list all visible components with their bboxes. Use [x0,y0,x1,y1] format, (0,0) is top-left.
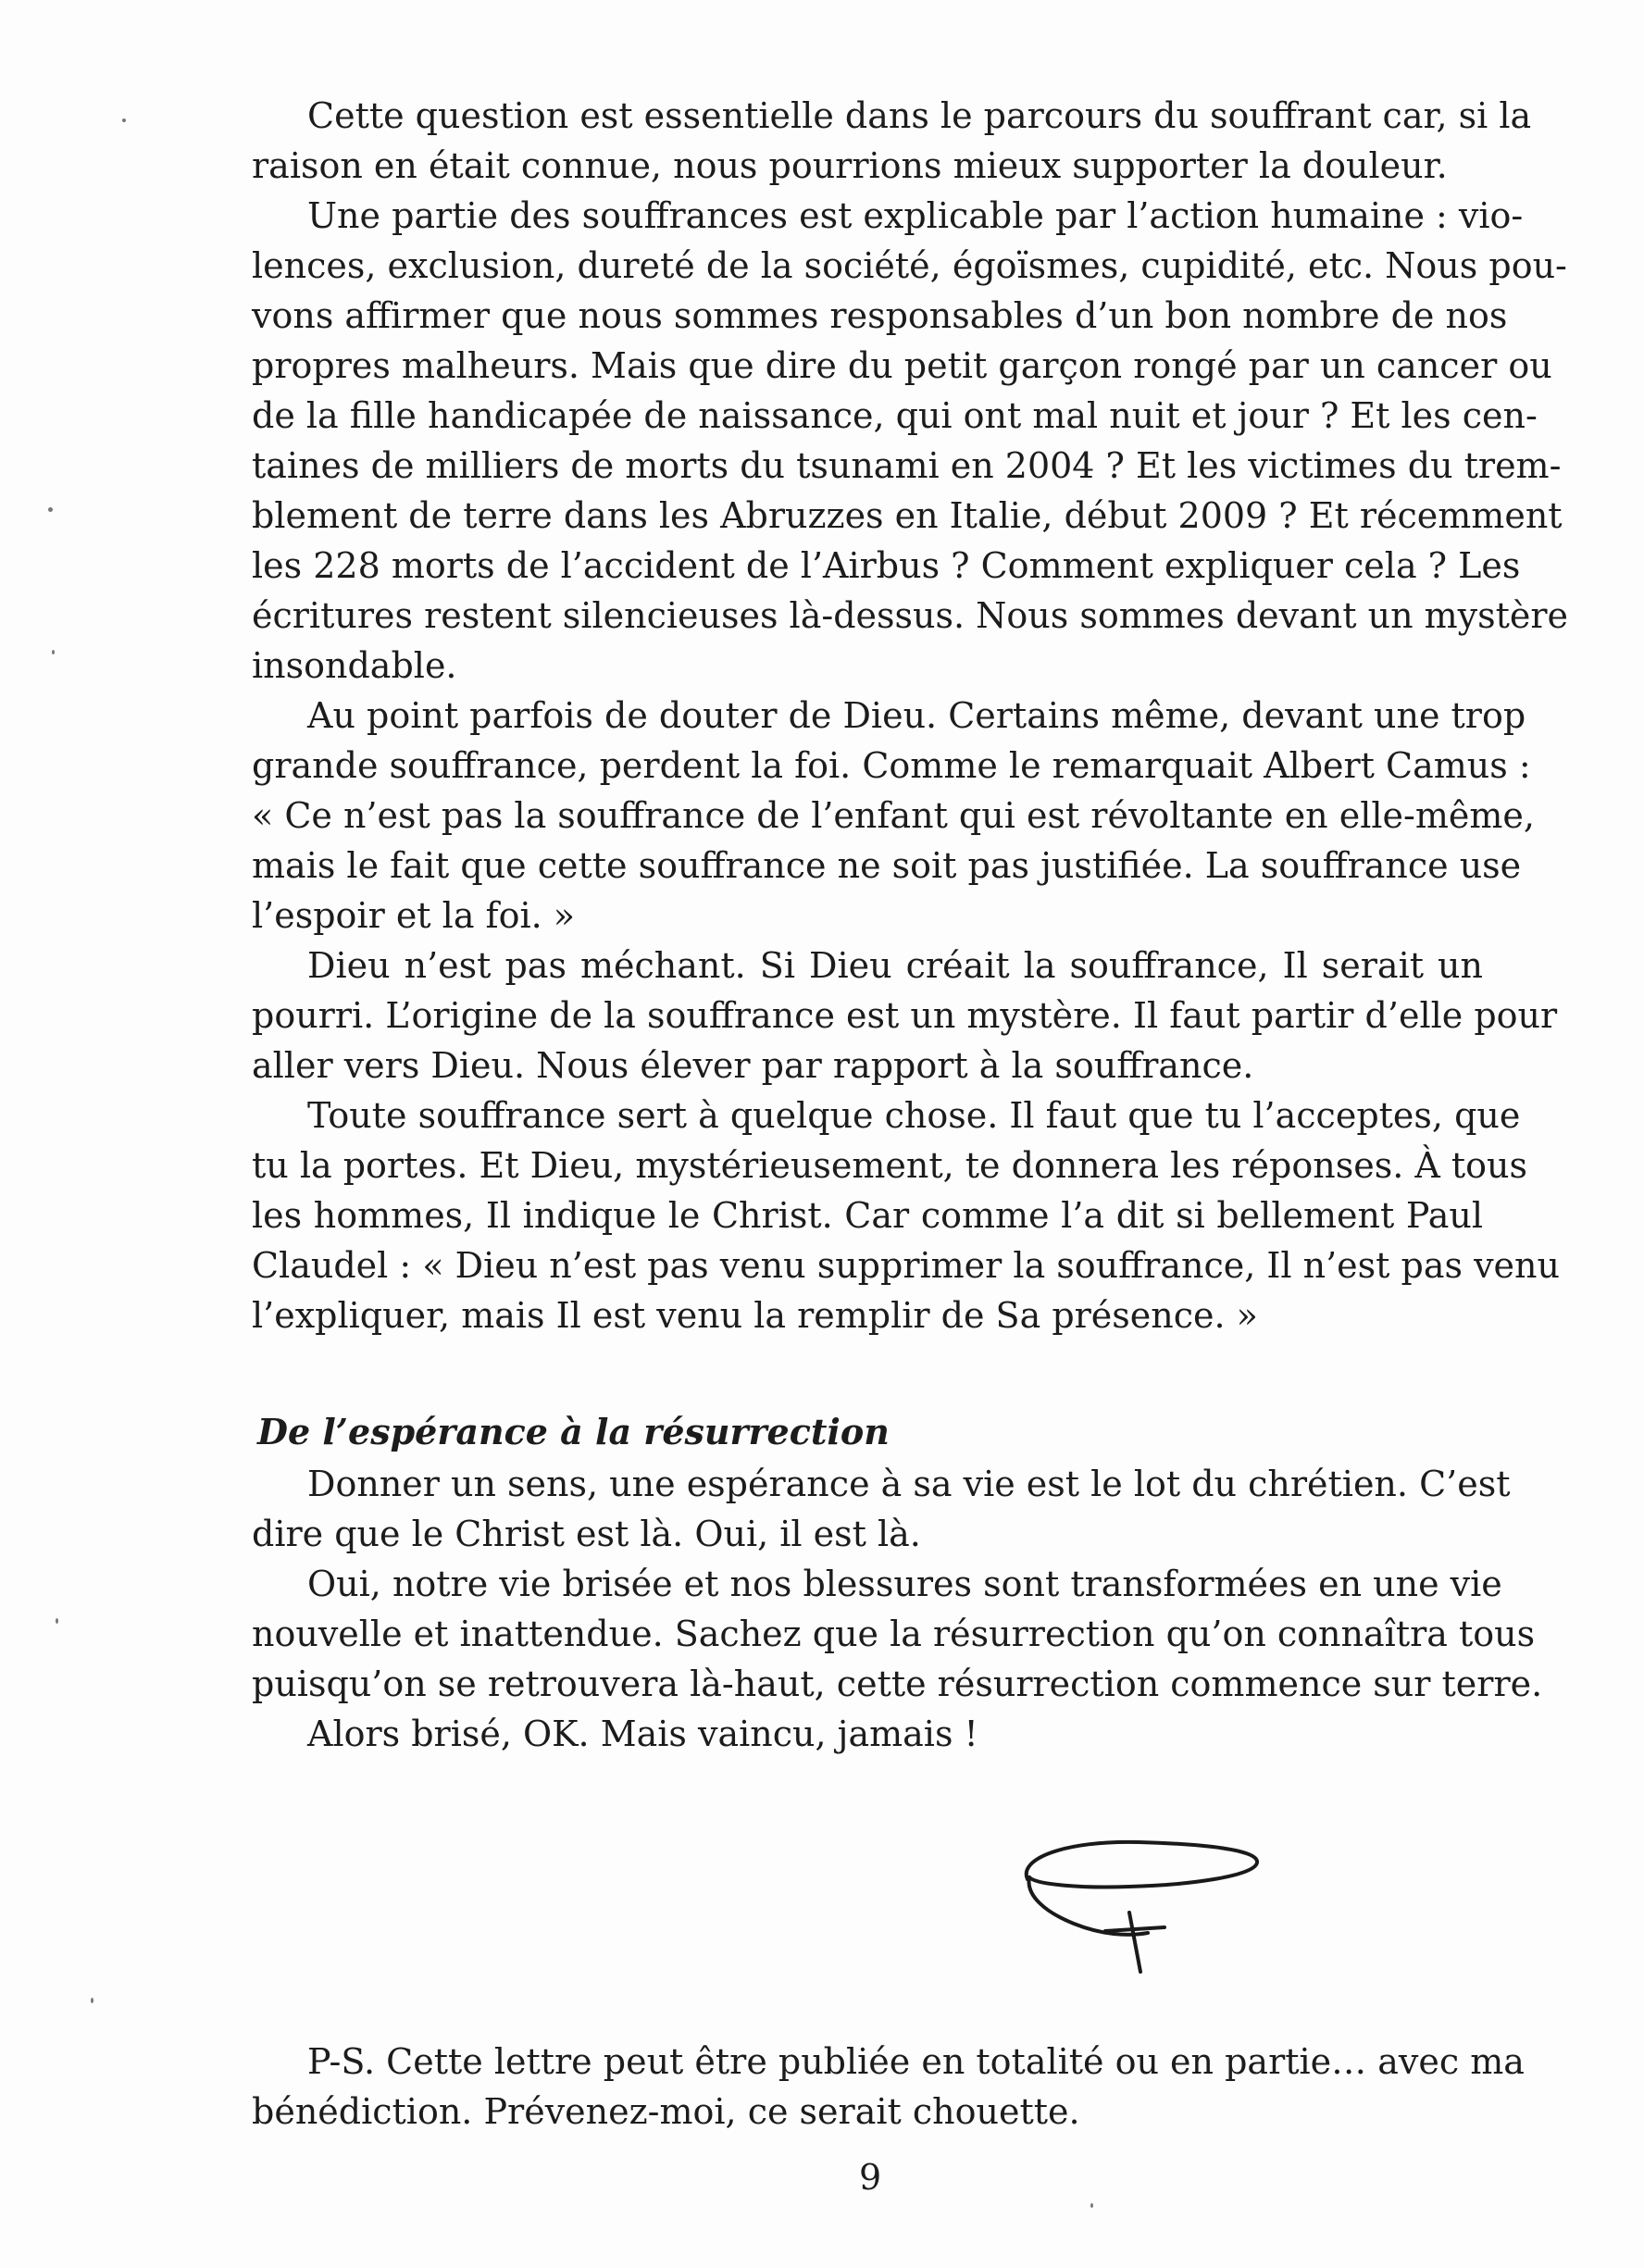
paragraph [252,2037,1525,2137]
paragraph [252,941,1558,1090]
text-line: nouvelle et inattendue. Sachez que la résurrection qu’on connaîtra tous [252,1614,1536,1654]
text-line: mais le fait que cette souffrance ne soit pas justifiée. La souffrance use [252,845,1522,886]
text-line: Dieu n’est pas méchant. Si Dieu créait la souffrance, Il serait un [307,945,1483,986]
text-line: Au point parfois de douter de Dieu. Certains même, devant une trop [307,695,1526,736]
text-line: aller vers Dieu. Nous élever par rapport à la souffrance. [252,1045,1254,1086]
text-line: propres malheurs. Mais que dire du petit garçon rongé par un cancer ou [252,345,1552,386]
text-line: insondable. [252,645,457,686]
text-line: pourri. L’origine de la souffrance est un mystère. Il faut partir d’elle pour [252,995,1558,1036]
text-line: Oui, notre vie brisée et nos blessures sont transformées en une vie [307,1564,1502,1604]
scan-speck [52,650,55,654]
paragraph [252,191,1569,691]
text-line: tu la portes. Et Dieu, mystérieusement, te donnera les réponses. À tous [252,1145,1528,1186]
text-line: écritures restent silencieuses là-dessus. Nous sommes devant un mystère [252,595,1569,636]
signature-icon [1009,1822,1287,1979]
body-text-section [252,1459,1543,1759]
text-line: bénédiction. Prévenez-moi, ce serait chouette. [252,2091,1080,2132]
text-line: vons affirmer que nous sommes responsables d’un bon nombre de nos [252,295,1508,336]
text-line: les 228 morts de l’accident de l’Airbus ? Comment expliquer cela ? Les [252,545,1521,586]
text-line: « Ce n’est pas la souffrance de l’enfant qui est révoltante en elle-même, [252,795,1535,836]
page-number: 9 [859,2157,882,2198]
text-line: Claudel : « Dieu n’est pas venu supprimer la souffrance, Il n’est pas venu [252,1245,1560,1286]
text-line: Donner un sens, une espérance à sa vie est le lot du chrétien. C’est [307,1464,1511,1504]
text-line: Cette question est essentielle dans le parcours du souffrant car, si la [307,95,1532,136]
postscript [252,2037,1525,2137]
scan-speck [122,118,126,122]
paragraph [252,1459,1511,1559]
paragraph [252,1090,1560,1340]
text-line: Une partie des souffrances est explicable par l’action humaine : vio- [307,195,1524,236]
scan-speck [48,507,53,512]
paragraph [252,1559,1543,1709]
body-text-top [252,91,1569,1340]
text-line: raison en était connue, nous pourrions mieux supporter la douleur. [252,145,1448,186]
text-line: P-S. Cette lettre peut être publiée en totalité ou en partie… avec ma [307,2041,1525,2082]
paragraph [252,91,1532,191]
text-line: dire que le Christ est là. Oui, il est là. [252,1514,921,1554]
section-heading: De l’espérance à la résurrection [257,1411,890,1452]
paragraph [252,1709,1483,1759]
text-line: Toute souffrance sert à quelque chose. Il faut que tu l’acceptes, que [307,1095,1521,1136]
scan-speck [56,1618,58,1624]
scan-speck [1090,2203,1093,2208]
text-line: lences, exclusion, dureté de la société, égoïsmes, cupidité, etc. Nous pou- [252,245,1567,286]
text-line: l’espoir et la foi. » [252,895,576,936]
text-line: grande souffrance, perdent la foi. Comme le remarquait Albert Camus : [252,745,1531,786]
paragraph [252,691,1535,941]
text-line: les hommes, Il indique le Christ. Car comme l’a dit si bellement Paul [252,1195,1483,1236]
text-line: de la fille handicapée de naissance, qui ont mal nuit et jour ? Et les cen- [252,395,1538,436]
text-line: taines de milliers de morts du tsunami en 2004 ? Et les victimes du trem- [252,445,1562,486]
text-line: puisqu’on se retrouvera là-haut, cette résurrection commence sur terre. [252,1664,1543,1704]
text-line: Alors brisé, OK. Mais vaincu, jamais ! [307,1713,978,1754]
text-line: blement de terre dans les Abruzzes en Italie, début 2009 ? Et récemment [252,495,1563,536]
scan-speck [91,1998,93,2003]
text-line: l’expliquer, mais Il est venu la remplir de Sa présence. » [252,1295,1258,1336]
